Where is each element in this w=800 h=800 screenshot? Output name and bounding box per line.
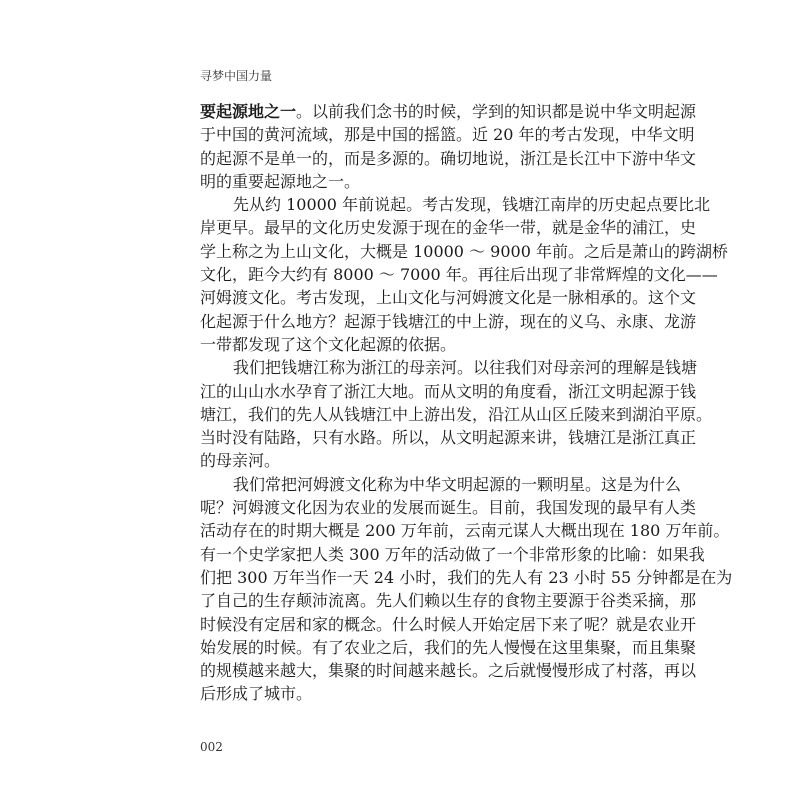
text-line bbox=[200, 310, 697, 333]
text-line bbox=[200, 123, 695, 146]
text-line bbox=[200, 589, 697, 612]
text-line bbox=[200, 496, 697, 519]
text-line bbox=[200, 426, 697, 449]
text-line bbox=[200, 519, 730, 542]
line-text: 先从约 10000 年前说起。考古发现，钱塘江南岸的历史起点要比北 bbox=[233, 195, 711, 215]
text-line bbox=[200, 147, 697, 170]
line-text: 岸更早。最早的文化历史发源于现在的金华一带，就是金华的浦江，史 bbox=[200, 218, 697, 238]
line-text: 学上称之为上山文化，大概是 10000 ～ 9000 年前。之后是萧山的跨湖桥 bbox=[200, 241, 728, 261]
text-line bbox=[200, 240, 728, 263]
line-text: 的规模越来越大，集聚的时间越来越长。之后就慢慢形成了村落，再以 bbox=[200, 661, 697, 681]
line-text: 于中国的黄河流域，那是中国的摇篮。近 20 年的考古发现，中华文明 bbox=[200, 125, 695, 145]
line-text: 当时没有陆路，只有水路。所以，从文明起源来讲，钱塘江是浙江真正 bbox=[200, 428, 697, 448]
line-text: 了自己的生存颠沛流离。先人们赖以生存的食物主要源于谷类采摘，那 bbox=[200, 591, 697, 611]
line-text: 后形成了城市。 bbox=[200, 684, 313, 704]
bold-lead: 要起源地之一 bbox=[200, 102, 297, 121]
line-text: 始发展的时候。有了农业之后，我们的先人慢慢在这里集聚，而且集聚 bbox=[200, 637, 697, 657]
line-text: 我们常把河姆渡文化称为中华文明起源的一颗明星。这是为什么 bbox=[233, 474, 682, 494]
line-text: 活动存在的时期大概是 200 万年前，云南元谋人大概出现在 180 万年前。 bbox=[200, 521, 730, 541]
line-text: 一带都发现了这个文化起源的依据。 bbox=[200, 334, 457, 354]
line-text: 河姆渡文化。考古发现，上山文化与河姆渡文化是一脉相承的。这个文 bbox=[200, 288, 697, 308]
text-line bbox=[200, 380, 697, 403]
paragraph bbox=[200, 473, 733, 706]
line-text: 文化，距今大约有 8000 ～ 7000 年。再往后出现了非常辉煌的文化—— bbox=[200, 265, 718, 285]
text-line bbox=[200, 100, 697, 123]
text-line bbox=[200, 216, 697, 239]
text-line bbox=[200, 449, 603, 472]
text-line bbox=[200, 403, 713, 426]
line-text: 呢？河姆渡文化因为农业的发展而诞生。目前，我国发现的最早有人类 bbox=[200, 498, 697, 518]
paragraph bbox=[200, 193, 728, 356]
line-text: 明的重要起源地之一。 bbox=[200, 171, 361, 191]
text-line bbox=[200, 263, 718, 286]
line-text: 有一个史学家把人类 300 万年的活动做了一个非常形象的比喻：如果我 bbox=[200, 544, 705, 564]
line-text: 的母亲河。 bbox=[200, 451, 281, 471]
line-text: 化起源于什么地方？起源于钱塘江的中上游，现在的义乌、永康、龙游 bbox=[200, 311, 697, 331]
paragraph bbox=[200, 356, 713, 472]
paragraph bbox=[200, 100, 697, 193]
text-line bbox=[200, 682, 603, 705]
page-number: 002 bbox=[200, 740, 223, 754]
line-text: 时候没有定居和家的概念。什么时候人开始定居下来了呢？就是农业开 bbox=[200, 614, 697, 634]
running-header: 寻梦中国力量 bbox=[200, 69, 273, 83]
line-text: 们把 300 万年当作一天 24 小时，我们的先人有 23 小时 55 分钟都是在为 bbox=[200, 567, 733, 587]
text-line bbox=[200, 286, 697, 309]
text-line bbox=[200, 613, 697, 636]
text-line bbox=[200, 473, 682, 496]
text-line bbox=[200, 543, 705, 566]
line-text: 的起源不是单一的，而是多源的。确切地说，浙江是长江中下游中华文 bbox=[200, 148, 697, 168]
text-line bbox=[200, 566, 733, 589]
text-line bbox=[200, 636, 697, 659]
text-line bbox=[200, 356, 698, 379]
text-line bbox=[200, 170, 603, 193]
text-line bbox=[200, 659, 697, 682]
line-text: 塘江，我们的先人从钱塘江中上游出发，沿江从山区丘陵来到湖泊平原。 bbox=[200, 404, 713, 424]
line-text: 江的山山水水孕育了浙江大地。而从文明的角度看，浙江文明起源于钱 bbox=[200, 381, 697, 401]
body-text bbox=[200, 100, 733, 706]
text-line bbox=[200, 333, 603, 356]
text-line bbox=[200, 193, 711, 216]
line-text: 我们把钱塘江称为浙江的母亲河。以往我们对母亲河的理解是钱塘 bbox=[233, 358, 698, 378]
line-text: 。以前我们念书的时候，学到的知识都是说中华文明起源 bbox=[296, 102, 697, 121]
